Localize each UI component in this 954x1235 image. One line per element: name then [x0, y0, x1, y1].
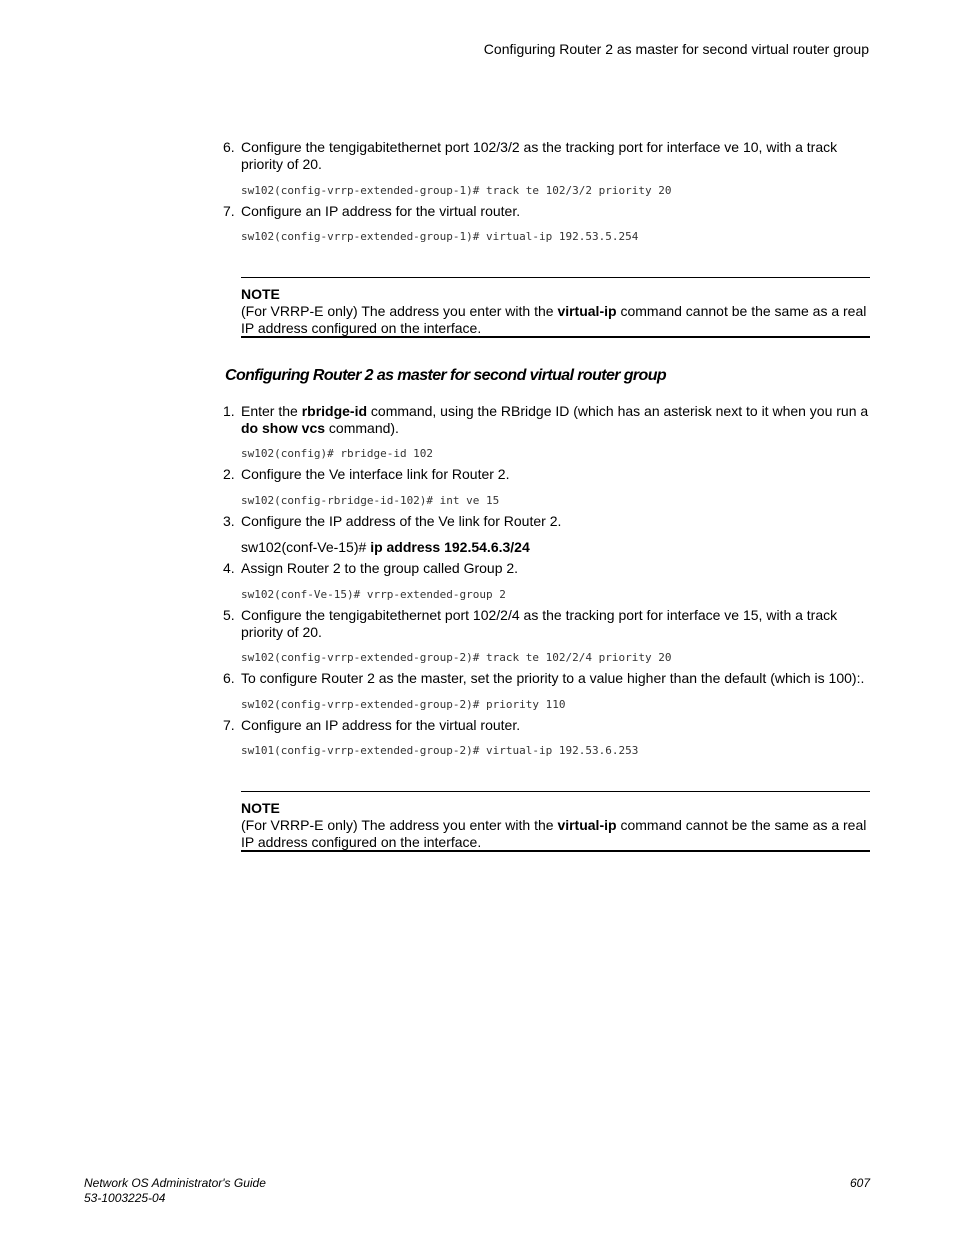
- note-command: virtual-ip: [557, 303, 617, 319]
- step-command: do show vcs: [241, 420, 326, 436]
- step-text: Assign Router 2 to the group called Group 2.: [241, 560, 519, 576]
- code-rbridge-id: sw102(config)# rbridge-id 102: [241, 447, 434, 460]
- step-3: [223, 513, 870, 530]
- step-number: 2.: [223, 466, 235, 482]
- step-2: [223, 466, 870, 483]
- step-command: rbridge-id: [301, 403, 368, 419]
- section-heading: Configuring Router 2 as master for second virtual router group: [225, 367, 667, 384]
- step-6b: [223, 670, 870, 687]
- step-number: 1.: [223, 403, 235, 419]
- note-text-pre: (For VRRP-E only) The address you enter with the: [241, 817, 558, 833]
- footer-doc-number: 53-1003225-04: [84, 1191, 166, 1205]
- running-header: Configuring Router 2 as master for second virtual router group: [483, 41, 869, 57]
- ip-address-command: [241, 539, 530, 555]
- code-int-ve: sw102(config-rbridge-id-102)# int ve 15: [241, 494, 500, 507]
- note-text-post: command cannot be the same as a real IP address configured on the interface.: [241, 817, 867, 850]
- step-text: Enter the: [241, 403, 302, 419]
- step-4: [223, 560, 870, 577]
- step-text: Configure the tengigabitethernet port 102/3/2 as the tracking port for interface ve 10, with a track priority of 20.: [241, 139, 838, 172]
- step-text: command, using the RBridge ID (which has an asterisk next to it when you run a: [367, 403, 869, 419]
- step-5: [223, 607, 870, 641]
- code-track-te-2: sw102(config-vrrp-extended-group-2)# track te 102/2/4 priority 20: [241, 651, 672, 664]
- code-priority: sw102(config-vrrp-extended-group-2)# priority 110: [241, 698, 566, 711]
- note-text: [241, 303, 870, 337]
- step-text: Configure the Ve interface link for Router 2.: [241, 466, 510, 482]
- code-virtual-ip: sw102(config-vrrp-extended-group-1)# virtual-ip 192.53.5.254: [241, 230, 639, 243]
- ip-command-bold: ip address 192.54.6.3/24: [370, 539, 530, 555]
- step-number: 4.: [223, 560, 235, 576]
- step-text: Configure an IP address for the virtual router.: [241, 203, 521, 219]
- footer-page-number: 607: [849, 1176, 870, 1190]
- code-virtual-ip-2: sw101(config-vrrp-extended-group-2)# virtual-ip 192.53.6.253: [241, 744, 639, 757]
- step-number: 7.: [223, 717, 235, 733]
- code-track-te: sw102(config-vrrp-extended-group-1)# track te 102/3/2 priority 20: [241, 184, 672, 197]
- step-number: 3.: [223, 513, 235, 529]
- note-label: NOTE: [241, 286, 280, 302]
- note-text: [241, 817, 870, 851]
- step-number: 5.: [223, 607, 235, 623]
- note-box: [241, 277, 870, 338]
- note-label: NOTE: [241, 800, 280, 816]
- step-number: 7.: [223, 203, 235, 219]
- note-text-pre: (For VRRP-E only) The address you enter with the: [241, 303, 558, 319]
- step-1: [223, 403, 870, 437]
- step-text: command).: [325, 420, 399, 436]
- step-7b: [223, 717, 870, 734]
- step-6: [223, 139, 870, 173]
- step-7: [223, 203, 870, 220]
- note-command: virtual-ip: [557, 817, 617, 833]
- code-vrrp-group: sw102(conf-Ve-15)# vrrp-extended-group 2: [241, 588, 506, 601]
- ip-command-prefix: sw102(conf-Ve-15)#: [241, 539, 371, 555]
- footer-doc-info: [84, 1176, 266, 1206]
- footer-title: Network OS Administrator's Guide: [84, 1176, 266, 1190]
- step-text: Configure the IP address of the Ve link for Router 2.: [241, 513, 562, 529]
- step-number: 6.: [223, 139, 235, 155]
- step-text: Configure an IP address for the virtual router.: [241, 717, 521, 733]
- note-box: [241, 791, 870, 852]
- step-text: Configure the tengigabitethernet port 102/2/4 as the tracking port for interface ve 15, with a track priority of 20.: [241, 607, 838, 640]
- note-text-post: command cannot be the same as a real IP address configured on the interface.: [241, 303, 867, 336]
- step-number: 6.: [223, 670, 235, 686]
- step-text: To configure Router 2 as the master, set the priority to a value higher than the default (which is 100):.: [241, 670, 865, 686]
